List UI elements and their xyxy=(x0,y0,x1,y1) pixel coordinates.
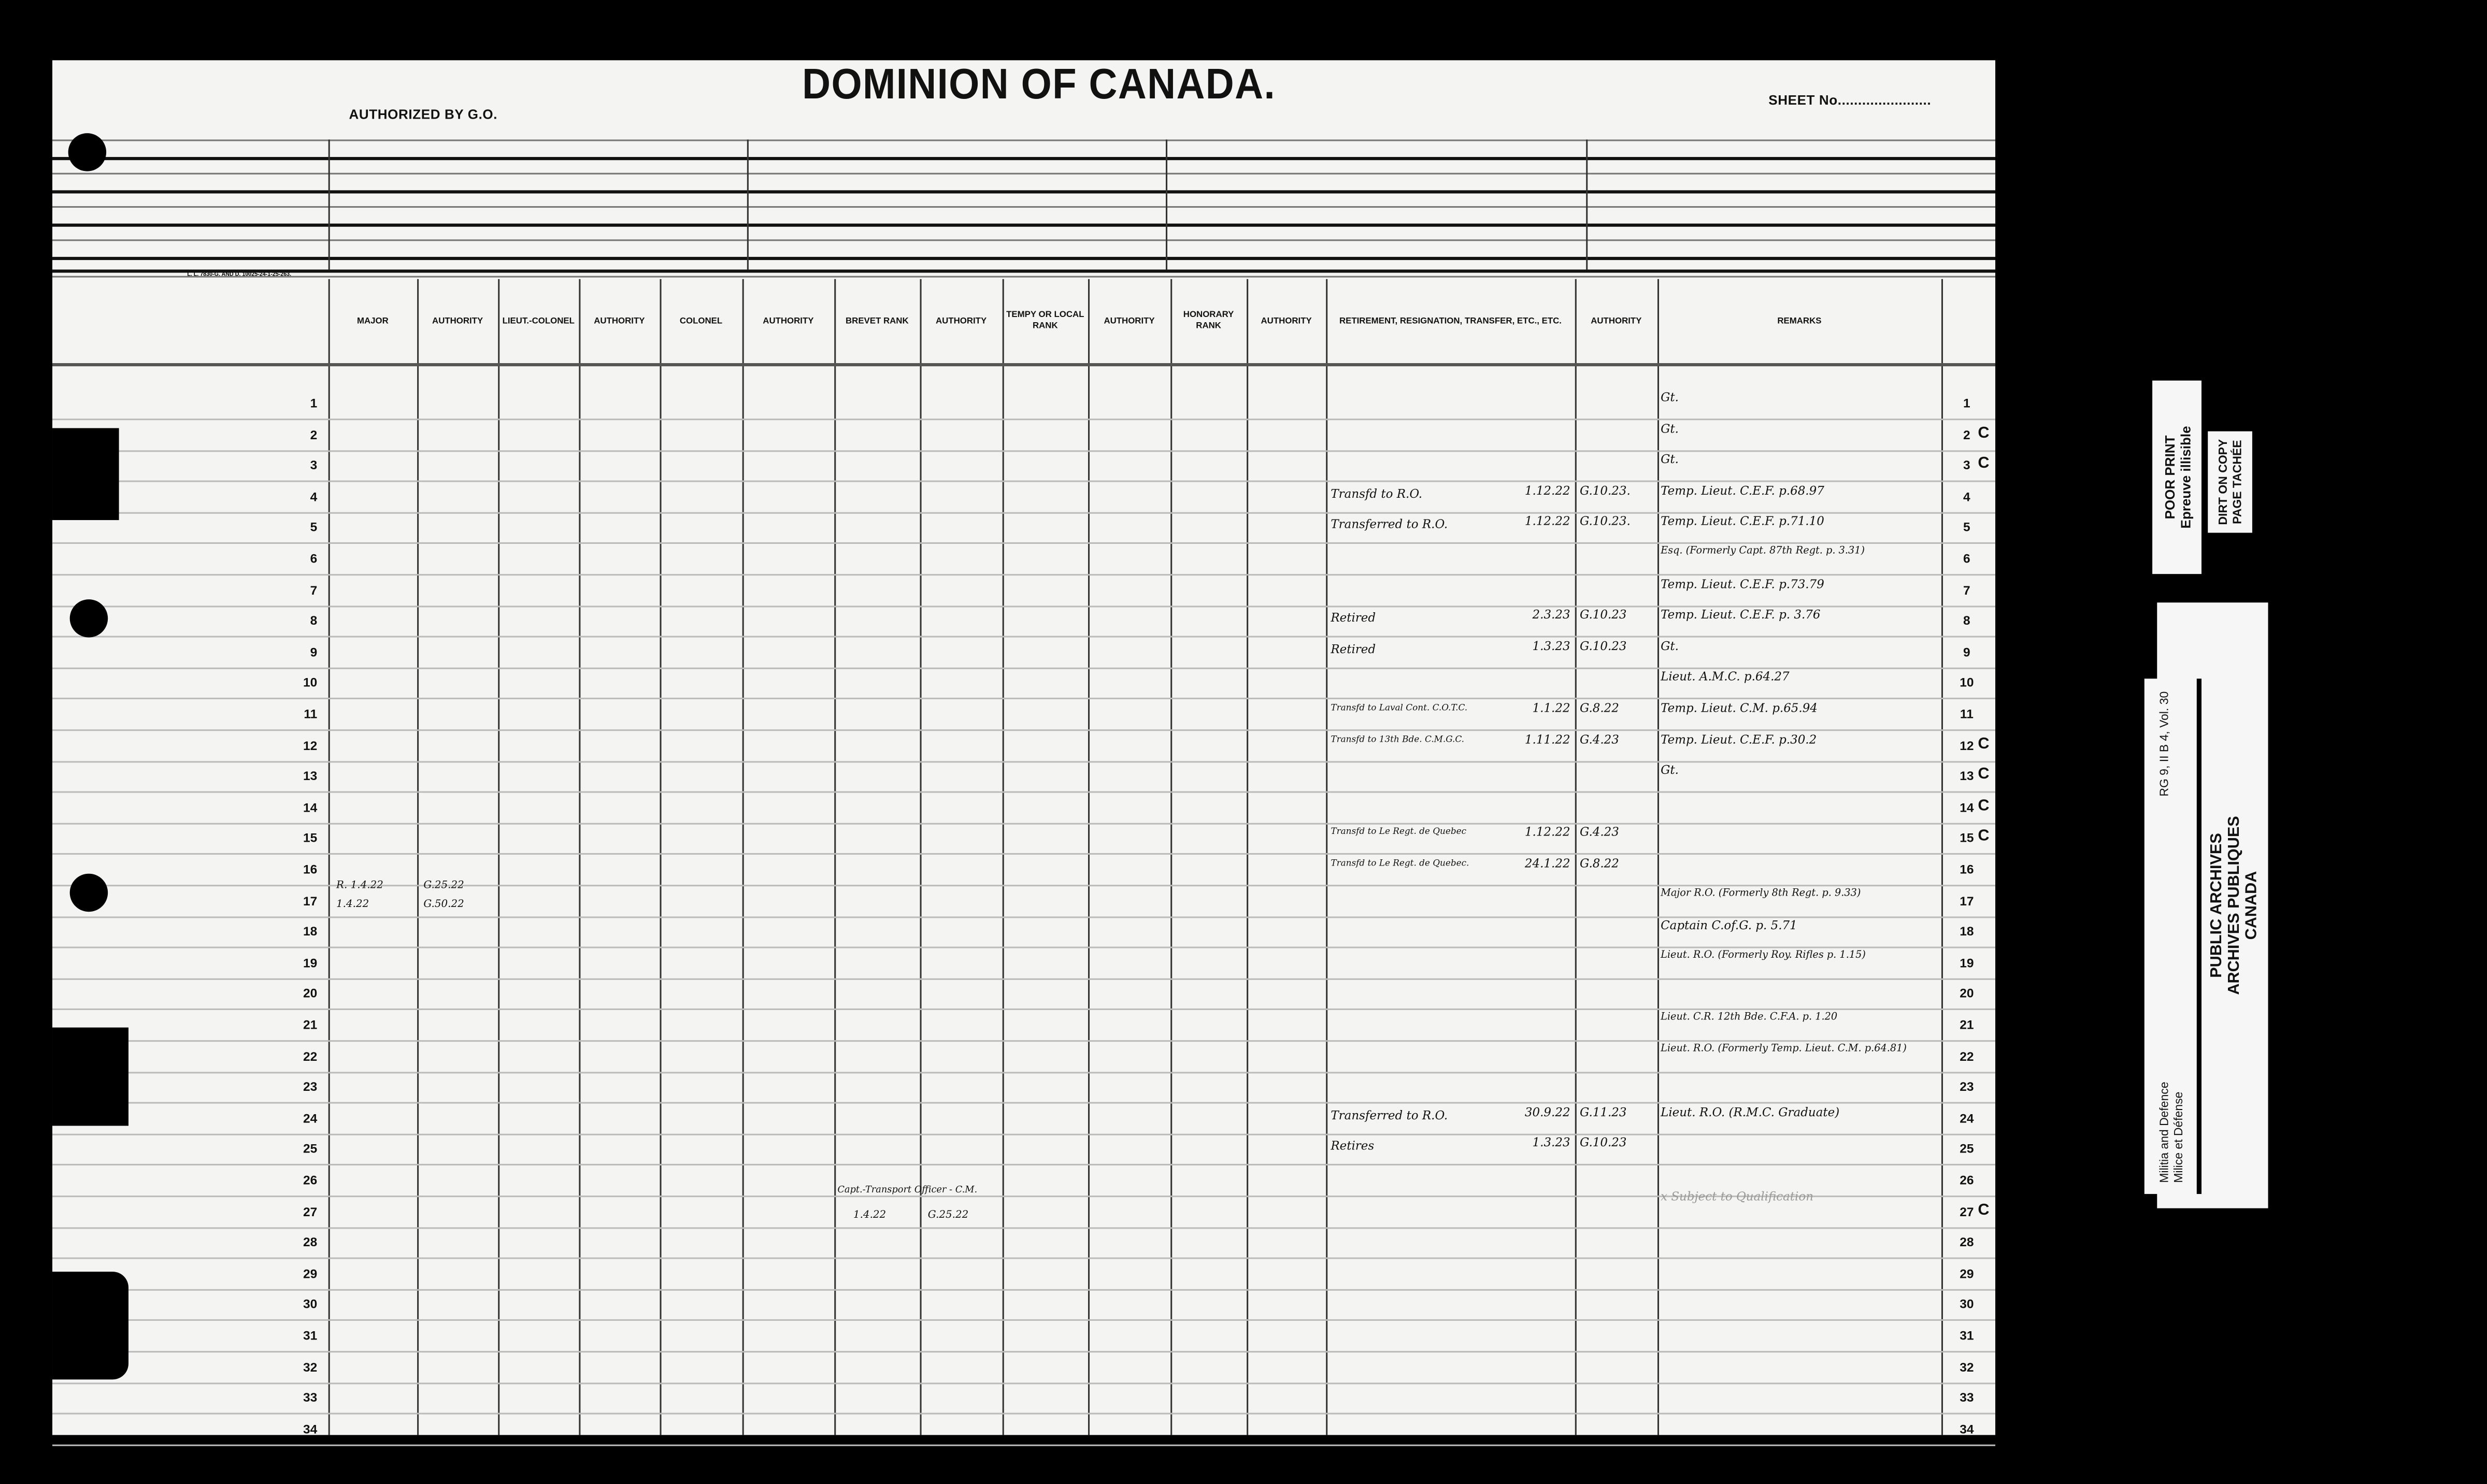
row-number-left: 20 xyxy=(303,987,318,1001)
major-authority: G.25.22 xyxy=(423,878,464,891)
row-number-left: 7 xyxy=(310,583,318,597)
ruled-line xyxy=(52,256,1995,259)
row-number-right: 19 xyxy=(1960,956,1974,970)
row-line xyxy=(52,605,1995,607)
remarks-entry: Temp. Lieut. C.M. p.65.94 xyxy=(1661,701,1818,715)
ruled-line xyxy=(52,269,1995,272)
row-number-left: 34 xyxy=(303,1422,318,1436)
brevet-authority: G.25.22 xyxy=(927,1207,969,1220)
row-line xyxy=(52,978,1995,979)
row-number-left: 11 xyxy=(304,707,318,722)
remarks-entry: Temp. Lieut. C.E.F. p.30.2 xyxy=(1661,732,1817,746)
row-number-right: 14 xyxy=(1960,800,1974,815)
retirement-authority: G.10.23 xyxy=(1579,608,1627,622)
ruled-line xyxy=(52,139,1995,141)
column-divider xyxy=(920,279,921,1435)
row-number-left: 21 xyxy=(303,1018,318,1032)
retirement-authority: G.10.23. xyxy=(1579,514,1631,529)
row-number-right: 22 xyxy=(1960,1049,1974,1063)
stamp-line: PAGE TACHÉE xyxy=(2230,440,2245,524)
check-mark: C xyxy=(1978,797,1990,815)
remarks-entry: Gt. xyxy=(1661,452,1679,467)
column-header: LIEUT.-COLONEL xyxy=(502,316,575,326)
retirement-authority: G.4.23 xyxy=(1579,825,1619,840)
brevet-date: 1.4.22 xyxy=(853,1207,887,1220)
column-header: COLONEL xyxy=(679,316,723,326)
remarks-entry: Temp. Lieut. C.E.F. p.73.79 xyxy=(1661,577,1824,591)
stamp-line: DIRT ON COPY xyxy=(2216,439,2231,525)
retirement-authority: G.11.23 xyxy=(1579,1105,1627,1119)
column-divider xyxy=(1003,279,1004,1435)
row-line xyxy=(52,1382,1995,1384)
retirement-date: 1.3.23 xyxy=(1532,639,1570,653)
row-line xyxy=(52,1444,1995,1446)
row-line xyxy=(52,1413,1995,1415)
row-number-left: 14 xyxy=(303,800,318,815)
archive-reference: RG 9, II B 4, Vol. 30 xyxy=(2156,690,2171,796)
department-name: Militia and Defence xyxy=(2156,1080,2171,1183)
row-number-right: 24 xyxy=(1960,1111,1974,1126)
header-divider xyxy=(52,363,1995,366)
row-number-right: 11 xyxy=(1960,707,1974,722)
remarks-entry: Lieut. R.O. (Formerly Temp. Lieut. C.M. p.64.81) xyxy=(1661,1043,1907,1054)
column-divider xyxy=(579,279,580,1435)
column-divider xyxy=(1941,279,1943,1435)
row-line xyxy=(52,419,1995,420)
row-number-right: 13 xyxy=(1960,769,1974,784)
retirement-entry: Transfd to Le Regt. de Quebec. xyxy=(1331,859,1469,869)
binder-hole xyxy=(70,599,108,637)
column-divider xyxy=(742,279,744,1435)
column-header: REMARKS xyxy=(1777,316,1822,326)
row-number-left: 29 xyxy=(303,1266,318,1281)
row-number-left: 10 xyxy=(303,676,318,690)
check-mark: C xyxy=(1978,424,1990,442)
row-number-right: 18 xyxy=(1960,925,1974,939)
retirement-authority: G.10.23 xyxy=(1579,639,1627,653)
ruled-line xyxy=(52,156,1995,160)
column-divider xyxy=(1657,279,1659,1435)
remarks-entry: Lieut. C.R. 12th Bde. C.F.A. p. 1.20 xyxy=(1661,1012,1838,1023)
row-line xyxy=(52,1227,1995,1228)
row-number-right: 4 xyxy=(1963,489,1970,504)
row-line xyxy=(52,791,1995,793)
column-header: AUTHORITY xyxy=(763,316,814,326)
column-header: AUTHORITY xyxy=(594,316,645,326)
column-header: MAJOR xyxy=(356,316,389,326)
column-header: BREVET RANK xyxy=(846,316,909,326)
row-number-left: 12 xyxy=(303,738,318,753)
ruled-line xyxy=(52,190,1995,193)
row-number-right: 25 xyxy=(1960,1142,1974,1157)
row-number-left: 17 xyxy=(303,894,318,908)
binder-tab xyxy=(52,1272,128,1379)
column-divider xyxy=(834,279,836,1435)
row-line xyxy=(52,916,1995,917)
remarks-entry: Gt. xyxy=(1661,763,1679,777)
retirement-entry: Transferred to R.O. xyxy=(1331,1108,1448,1122)
row-number-left: 33 xyxy=(303,1391,318,1405)
remarks-entry: Gt. xyxy=(1661,639,1679,653)
row-number-left: 16 xyxy=(303,862,318,877)
row-number-right: 2 xyxy=(1963,427,1970,442)
column-divider xyxy=(1586,139,1588,269)
row-number-left: 32 xyxy=(303,1360,318,1374)
row-number-right: 15 xyxy=(1960,831,1974,846)
column-divider xyxy=(417,279,419,1435)
remarks-entry: Temp. Lieut. C.E.F. p.68.97 xyxy=(1661,483,1824,498)
row-number-left: 24 xyxy=(303,1111,318,1126)
stamp-line: POOR PRINT xyxy=(2161,435,2177,520)
row-number-left: 30 xyxy=(303,1298,318,1312)
row-number-right: 26 xyxy=(1960,1173,1974,1188)
retirement-authority: G.4.23 xyxy=(1579,732,1619,746)
row-number-right: 30 xyxy=(1960,1298,1974,1312)
row-number-left: 5 xyxy=(310,521,318,535)
remarks-entry: Lieut. A.M.C. p.64.27 xyxy=(1661,670,1790,684)
row-line xyxy=(52,729,1995,731)
authorized-label: AUTHORIZED BY G.O. xyxy=(349,106,498,122)
row-number-right: 3 xyxy=(1963,458,1970,473)
column-divider xyxy=(1166,139,1167,269)
column-divider xyxy=(498,279,499,1435)
row-line xyxy=(52,1009,1995,1011)
row-line xyxy=(52,854,1995,855)
ruled-line xyxy=(52,223,1995,226)
retirement-entry: Transfd to Le Regt. de Quebec xyxy=(1331,828,1467,838)
dirt-on-copy-stamp xyxy=(2208,431,2252,533)
row-number-left: 8 xyxy=(310,614,318,628)
poor-print-stamp xyxy=(2152,381,2202,574)
column-header: AUTHORITY xyxy=(432,316,483,326)
column-header: AUTHORITY xyxy=(935,316,987,326)
row-number-right: 21 xyxy=(1960,1018,1974,1032)
retirement-date: 1.12.22 xyxy=(1524,483,1570,498)
column-divider xyxy=(1247,279,1248,1435)
row-number-left: 9 xyxy=(310,645,318,659)
column-divider xyxy=(747,139,749,269)
major-date: 1.4.22 xyxy=(336,897,369,910)
check-mark: C xyxy=(1978,455,1990,473)
check-mark: C xyxy=(1978,766,1990,784)
retirement-entry: Retires xyxy=(1331,1139,1375,1154)
row-number-right: 33 xyxy=(1960,1391,1974,1405)
row-line xyxy=(52,1040,1995,1042)
row-number-left: 15 xyxy=(303,831,318,846)
retirement-authority: G.8.22 xyxy=(1579,701,1619,715)
column-divider xyxy=(328,279,330,1435)
row-number-left: 25 xyxy=(303,1142,318,1157)
row-number-left: 19 xyxy=(303,956,318,970)
retirement-entry: Retired xyxy=(1331,611,1376,625)
row-line xyxy=(52,543,1995,544)
row-number-right: 16 xyxy=(1960,862,1974,877)
row-line xyxy=(52,1102,1995,1104)
column-divider xyxy=(660,279,661,1435)
row-line xyxy=(52,1133,1995,1135)
ruled-line xyxy=(52,239,1995,241)
retirement-entry: Transfd to 13th Bde. C.M.G.C. xyxy=(1331,735,1465,745)
row-number-right: 1 xyxy=(1963,396,1970,411)
row-number-right: 6 xyxy=(1963,552,1970,566)
row-line xyxy=(52,823,1995,824)
column-divider xyxy=(328,139,330,269)
retirement-entry: Transfd to Laval Cont. C.O.T.C. xyxy=(1331,704,1468,714)
binder-hole xyxy=(68,133,106,171)
row-line xyxy=(52,1258,1995,1259)
column-header: RETIREMENT, RESIGNATION, TRANSFER, ETC., ETC. xyxy=(1339,316,1562,326)
retirement-date: 1.11.22 xyxy=(1524,732,1570,746)
major-authority: G.50.22 xyxy=(423,897,464,910)
remarks-entry: Gt. xyxy=(1661,390,1679,405)
row-number-left: 23 xyxy=(303,1080,318,1094)
row-number-right: 17 xyxy=(1960,894,1974,908)
check-mark: C xyxy=(1978,828,1990,846)
row-number-right: 7 xyxy=(1963,583,1970,597)
row-number-right: 10 xyxy=(1960,676,1974,690)
stamp-line: PUBLIC ARCHIVES xyxy=(2208,833,2226,978)
row-number-left: 27 xyxy=(303,1204,318,1219)
retirement-authority: G.10.23 xyxy=(1579,1136,1627,1150)
row-number-right: 5 xyxy=(1963,521,1970,535)
row-line xyxy=(52,450,1995,451)
remarks-entry: Temp. Lieut. C.E.F. p. 3.76 xyxy=(1661,608,1821,622)
retirement-date: 30.9.22 xyxy=(1524,1105,1570,1119)
row-line xyxy=(52,574,1995,575)
row-number-left: 1 xyxy=(310,396,318,411)
remarks-entry: Gt. xyxy=(1661,421,1679,436)
row-number-right: 12 xyxy=(1960,738,1974,753)
retirement-date: 1.1.22 xyxy=(1532,701,1570,715)
brevet-rank-entry: Capt.-Transport Officer - C.M. xyxy=(837,1186,978,1195)
row-line xyxy=(52,1164,1995,1166)
row-number-left: 26 xyxy=(303,1173,318,1188)
row-number-left: 22 xyxy=(303,1049,318,1063)
stamp-line: ARCHIVES PUBLIQUES xyxy=(2226,816,2244,995)
ruled-line xyxy=(52,276,1995,278)
row-line xyxy=(52,760,1995,762)
row-number-left: 13 xyxy=(303,769,318,784)
form-sheet xyxy=(52,60,1995,1435)
remarks-entry: Major R.O. (Formerly 8th Regt. p. 9.33) xyxy=(1661,887,1861,899)
row-line xyxy=(52,1289,1995,1290)
column-header: AUTHORITY xyxy=(1261,316,1312,326)
remarks-entry: Captain C.of.G. p. 5.71 xyxy=(1661,918,1797,933)
row-number-left: 6 xyxy=(310,552,318,566)
retirement-entry: Transferred to R.O. xyxy=(1331,517,1448,532)
ruled-line xyxy=(52,173,1995,175)
faint-remark: x Subject to Qualification xyxy=(1661,1189,1814,1203)
retirement-authority: G.10.23. xyxy=(1579,483,1631,498)
sheet-number: SHEET No....................... xyxy=(1768,92,1932,108)
check-mark: C xyxy=(1978,735,1990,753)
retirement-date: 2.3.23 xyxy=(1532,608,1570,622)
row-number-right: 34 xyxy=(1960,1422,1974,1436)
row-line xyxy=(52,1071,1995,1073)
row-number-left: 18 xyxy=(303,925,318,939)
major-date: R. 1.4.22 xyxy=(336,878,383,891)
remarks-entry: Lieut. R.O. (Formerly Roy. Rifles p. 1.15) xyxy=(1661,949,1866,961)
row-number-left: 4 xyxy=(310,489,318,504)
retirement-entry: Retired xyxy=(1331,642,1376,656)
binder-tab xyxy=(52,428,119,521)
remarks-entry: Esq. (Formerly Capt. 87th Regt. p. 3.31) xyxy=(1661,545,1865,557)
remarks-entry: Temp. Lieut. C.E.F. p.71.10 xyxy=(1661,514,1824,529)
binder-tab xyxy=(52,1028,128,1126)
retirement-authority: G.8.22 xyxy=(1579,856,1619,871)
retirement-entry: Transfd to R.O. xyxy=(1331,486,1423,501)
row-number-left: 31 xyxy=(303,1329,318,1343)
column-divider xyxy=(1575,279,1577,1435)
department-name: Milice et Défense xyxy=(2170,1091,2185,1183)
column-divider xyxy=(1326,279,1327,1435)
row-number-right: 29 xyxy=(1960,1266,1974,1281)
column-header: AUTHORITY xyxy=(1591,316,1642,326)
column-header: AUTHORITY xyxy=(1104,316,1155,326)
retirement-date: 1.12.22 xyxy=(1524,514,1570,529)
retirement-date: 24.1.22 xyxy=(1524,856,1570,871)
row-line xyxy=(52,698,1995,700)
retirement-date: 1.12.22 xyxy=(1524,825,1570,840)
column-divider xyxy=(1170,279,1172,1435)
row-number-right: 20 xyxy=(1960,987,1974,1001)
retirement-date: 1.3.23 xyxy=(1532,1136,1570,1150)
form-title: DOMINION OF CANADA. xyxy=(802,60,1276,108)
form-code: L. L. 7830-G. AND D. 10025-24-1-25-263. xyxy=(187,271,292,278)
row-line xyxy=(52,636,1995,638)
row-line xyxy=(52,1320,1995,1321)
row-line xyxy=(52,1351,1995,1352)
column-header: TEMPY OR LOCAL RANK xyxy=(1006,310,1084,332)
row-line xyxy=(52,667,1995,669)
row-line xyxy=(52,481,1995,482)
stamp-line: Epreuve illisible xyxy=(2177,426,2193,529)
row-number-right: 28 xyxy=(1960,1235,1974,1250)
column-divider xyxy=(1088,279,1090,1435)
row-number-right: 8 xyxy=(1963,614,1970,628)
stamp-line: CANADA xyxy=(2243,871,2261,940)
reference-label xyxy=(2145,679,2202,1194)
row-number-right: 23 xyxy=(1960,1080,1974,1094)
row-number-left: 2 xyxy=(310,427,318,442)
row-number-right: 9 xyxy=(1963,645,1970,659)
row-number-right: 31 xyxy=(1960,1329,1974,1343)
row-number-left: 3 xyxy=(310,458,318,473)
column-header: HONORARY RANK xyxy=(1183,310,1234,332)
check-mark: C xyxy=(1978,1201,1990,1219)
row-number-right: 27 xyxy=(1960,1204,1974,1219)
binder-hole xyxy=(70,874,108,912)
row-number-left: 28 xyxy=(303,1235,318,1250)
remarks-entry: Lieut. R.O. (R.M.C. Graduate) xyxy=(1661,1105,1840,1119)
ruled-line xyxy=(52,206,1995,208)
row-number-right: 32 xyxy=(1960,1360,1974,1374)
row-line xyxy=(52,512,1995,513)
row-line xyxy=(52,947,1995,948)
